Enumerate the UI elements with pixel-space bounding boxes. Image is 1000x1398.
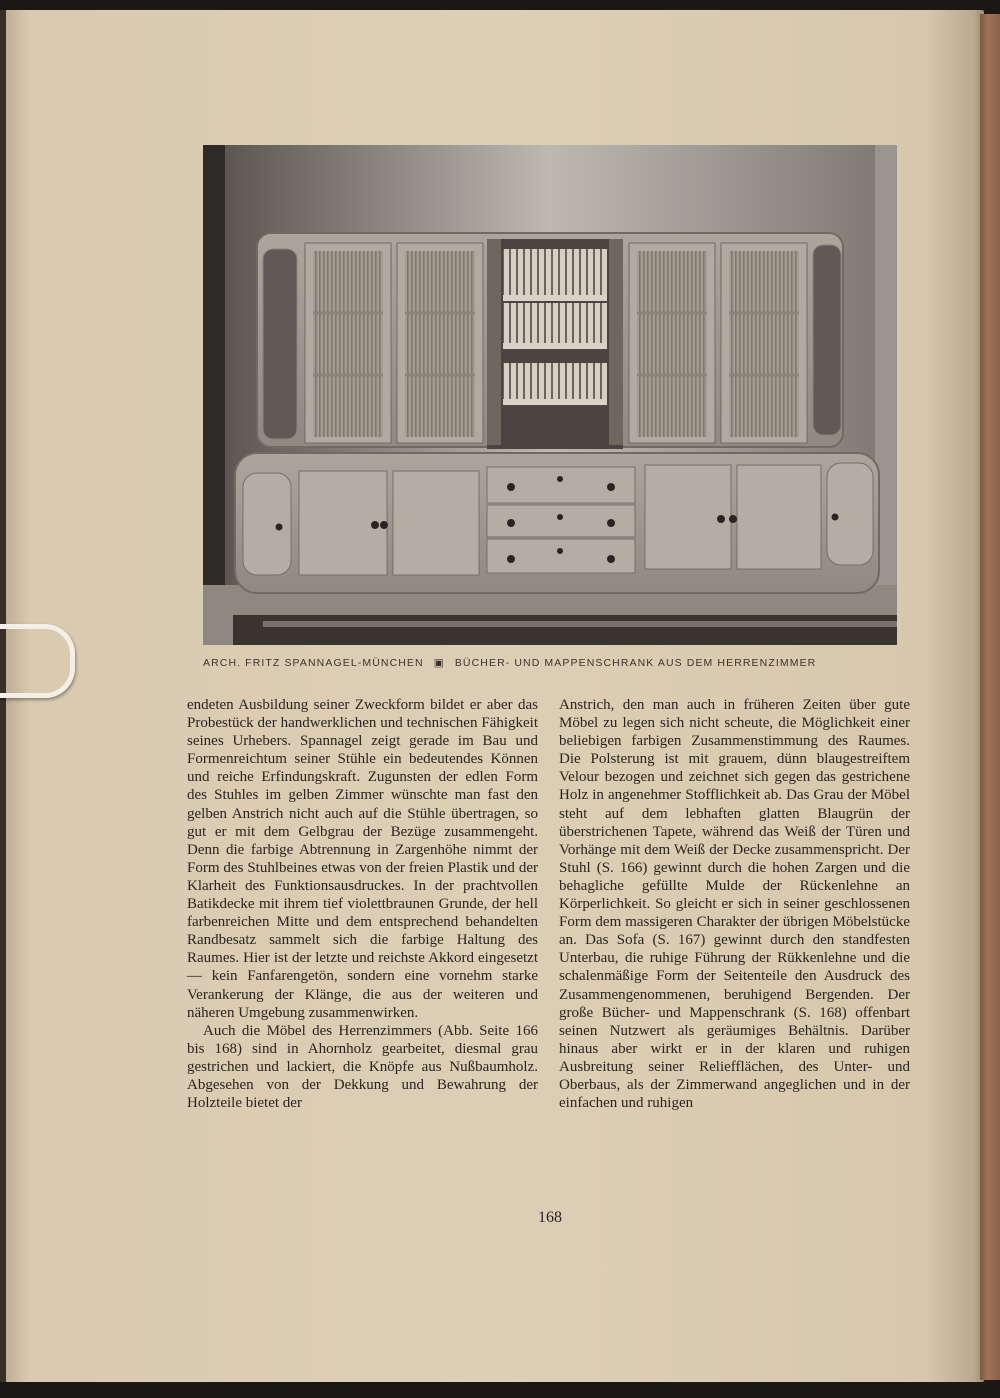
caption-separator-icon: ▣ xyxy=(433,657,445,669)
cabinet-photograph xyxy=(203,145,897,645)
paper-clip xyxy=(0,624,75,698)
photo-caption xyxy=(203,657,897,669)
paragraph: endeten Ausbildung seiner Zweckform bildet er aber das Probestück der handwerklichen und technischen Fähigkeit seines Urhebers. Spannagel zeigt gerade im Bau und Formenreichtum seiner Stühle ein bedeutendes Können und reiche Erfindungskraft. Zugunsten der edlen Form des Stuhles im gelben Zimmer wünschte man fast den gelben Anstrich nicht auch auf die Stühle übertragen, so gut er mit dem Gelbgrau der Bezüge zusammengeht. Denn die farbige Abtrennung in Zargenhöhe nimmt der Form des Stuhlbeines etwas von der freien Plastik und der Klarheit des Funktionsausdruckes. In der prachtvollen Batikdecke mit ihrem tief violettbraunen Grunde, der hell farbenreichen Mitte und dem entsprechend behandelten Randbesatz sammelt sich die farbige Haltung des Raumes. Hier ist der letzte und reichste Akkord eingesetzt — kein Fanfarengetön, sondern eine vornehm starke Verankerung der Klänge, die aus der weiteren und näheren Umgebung zusammenwirken. xyxy=(187,697,538,1021)
text-column-left xyxy=(187,696,538,1112)
book-cover-edge xyxy=(980,14,1000,1380)
paragraph: Anstrich, den man auch in früheren Zeiten über gute Möbel zu legen sich nicht scheute, die Möglichkeit einer beliebigen farbigen Zusammenstimmung des Raumes. Die Polsterung ist mit grauem, dünn blaugestreiftem Velour bezogen und zeichnet sich gegen das gestrichene Holz in angenehmer Stofflichkeit ab. Das Grau der Möbel steht auf dem lebhaften glatten Blaugrün der überstrichenen Tapete, während das Weiß der Türen und Vorhänge mit dem Weiß der Decke zusammenspricht. Der Stuhl (S. 166) gewinnt durch die hohen Zargen und die behagliche gefüllte Mulde der Rückenlehne an Körperlichkeit. So gleicht er sich in seiner geschlossenen Form dem massigeren Charakter der übrigen Möbelstücke an. Das Sofa (S. 167) gewinnt durch den standfesten Unterbau, die ruhige Führung der Rükkenlehne und die schalenmäßige Form der Seitenteile den Ausdruck des Zusammengenommenen, beruhigend Bergenden. Der große Bücher- und Mappenschrank (S. 168) offenbart seinen Nutzwert als geräumiges Behältnis. Darüber hinaus aber wirkt er in der klaren und ruhigen Ausbreitung seiner Reliefflächen, des Unter- und Oberbaus, als der Zimmerwand angeglichen und in der einfachen und ruhigen xyxy=(559,697,910,1112)
caption-architect: ARCH. FRITZ SPANNAGEL-MÜNCHEN xyxy=(203,657,424,669)
page-number: 168 xyxy=(538,1209,562,1226)
text-column-right xyxy=(559,696,910,1112)
caption-title: BÜCHER- UND MAPPENSCHRANK AUS DEM HERRENZIMMER xyxy=(454,657,817,669)
paragraph: Auch die Möbel des Herrenzimmers (Abb. Seite 166 bis 168) sind in Ahornholz gearbeitet, diesmal grau gestrichen und lackiert, die Knöpfe aus Nußbaumholz. Abgesehen von der Dekkung und Bewahrung der Holzteile bietet der xyxy=(187,1022,538,1112)
